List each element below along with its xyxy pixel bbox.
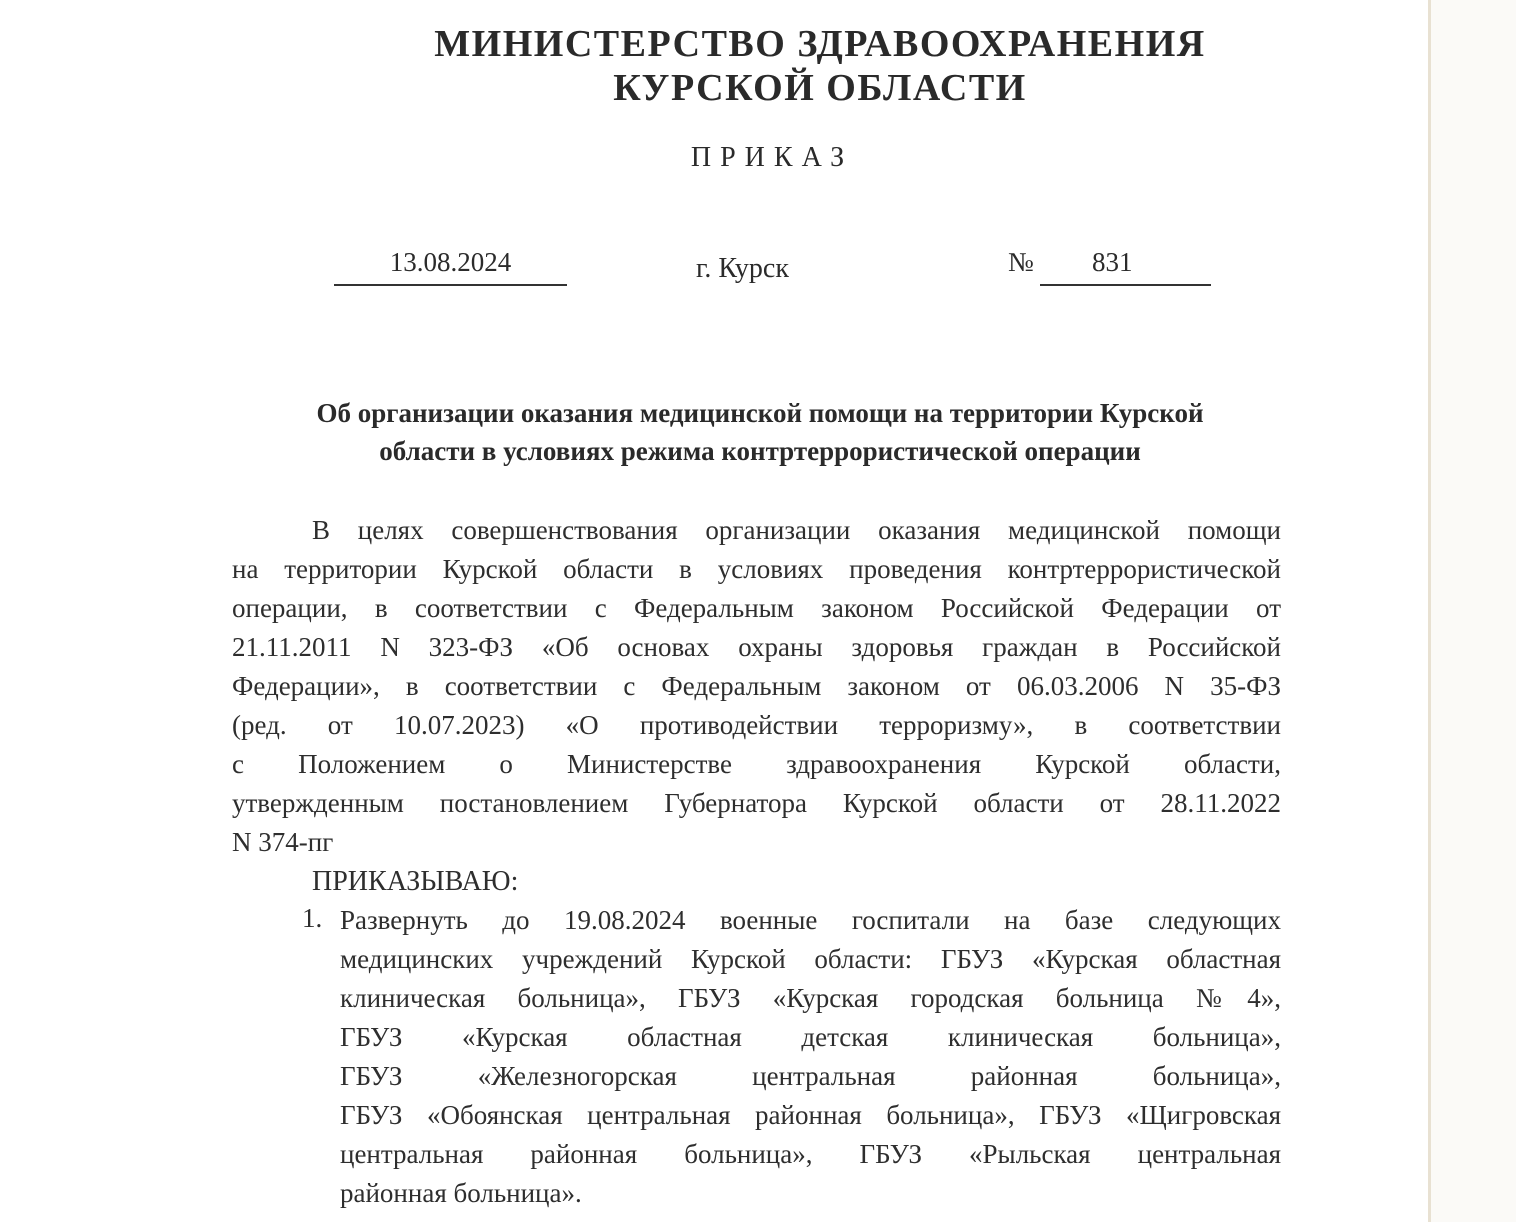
item-line: медицинских учреждений Курской области: ГБУЗ «Курская областная bbox=[340, 944, 1281, 974]
item-number: 1. bbox=[302, 903, 323, 933]
preamble-line: с Положением о Министерстве здравоохранения Курской области, bbox=[232, 749, 1281, 779]
order-city: г. Курск bbox=[696, 253, 789, 284]
ministry-name-line1: МИНИСТЕРСТВО ЗДРАВООХРАНЕНИЯ bbox=[434, 23, 1206, 65]
item-line: Развернуть до 19.08.2024 военные госпитали на базе следующих bbox=[340, 905, 1281, 935]
preamble-line: Федерации», в соответствии с Федеральным законом от 06.03.2006 N 35-ФЗ bbox=[232, 671, 1281, 701]
order-title-line2: области в условиях режима контртеррористической операции bbox=[379, 436, 1141, 466]
preamble-line: на территории Курской области в условиях проведения контртеррористической bbox=[232, 554, 1281, 584]
item-line: районная больница». bbox=[340, 1178, 582, 1208]
order-verb: ПРИКАЗЫВАЮ: bbox=[312, 866, 519, 897]
page-margin-shade bbox=[1431, 0, 1516, 1222]
item-line: ГБУЗ «Обоянская центральная районная больница», ГБУЗ «Щигровская bbox=[340, 1100, 1281, 1130]
preamble-line: (ред. от 10.07.2023) «О противодействии терроризму», в соответствии bbox=[232, 710, 1281, 740]
order-number-sign: № bbox=[1008, 247, 1034, 277]
order-title bbox=[240, 394, 1280, 470]
preamble-line: N 374-пг bbox=[232, 827, 334, 857]
preamble-line: В целях совершенствования организации оказания медицинской помощи bbox=[312, 515, 1281, 545]
order-date: 13.08.2024 bbox=[334, 247, 567, 286]
preamble-line: операции, в соответствии с Федеральным законом Российской Федерации от bbox=[232, 593, 1281, 623]
ministry-name-line2: КУРСКОЙ ОБЛАСТИ bbox=[613, 67, 1027, 109]
item-line: ГБУЗ «Железногорская центральная районная больница», bbox=[340, 1061, 1281, 1091]
item-line: клиническая больница», ГБУЗ «Курская городская больница №4», bbox=[340, 983, 1281, 1013]
preamble-line: 21.11.2011 N 323-ФЗ «Об основах охраны здоровья граждан в Российской bbox=[232, 632, 1281, 662]
order-number: 831 bbox=[1040, 247, 1211, 286]
preamble-line: утвержденным постановлением Губернатора Курской области от 28.11.2022 bbox=[232, 788, 1281, 818]
order-title-line1: Об организации оказания медицинской помощи на территории Курской bbox=[316, 398, 1204, 428]
item-line: центральная районная больница», ГБУЗ «Рыльская центральная bbox=[340, 1139, 1281, 1169]
item-line: ГБУЗ «Курская областная детская клиническая больница», bbox=[340, 1022, 1281, 1052]
document-type: ПРИКАЗ bbox=[690, 142, 854, 173]
